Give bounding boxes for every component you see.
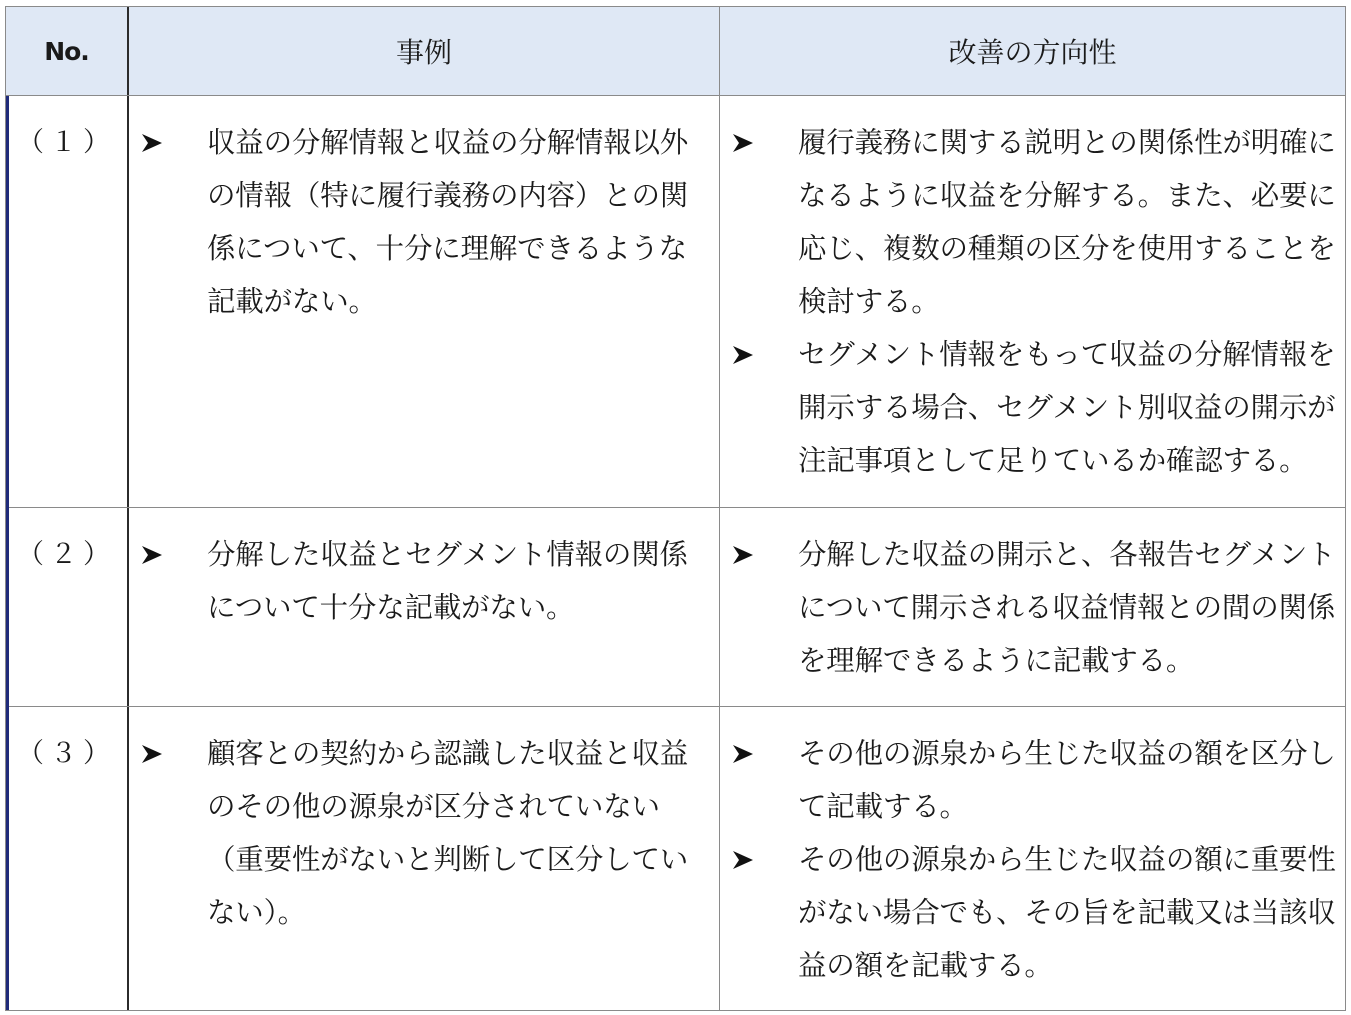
arrowhead-bullet-icon [141, 528, 171, 581]
row-number: （３） [17, 738, 116, 769]
improvement-list [732, 727, 1339, 992]
improvement-cell [719, 707, 1345, 1010]
improvement-item: 履行義務に関する説明との関係性が明確になるように収益を分解する。また、必要に応じ、複数の種類の区分を使用することを検討する。 [732, 116, 1339, 328]
left-accent-bar [6, 96, 9, 1010]
improvement-cell [719, 96, 1345, 507]
example-item: 分解した収益とセグメント情報の関係について十分な記載がない。 [141, 528, 713, 634]
improvement-list [732, 528, 1339, 687]
header-direction: 改善の方向性 [719, 7, 1345, 95]
arrowhead-bullet-icon [141, 727, 171, 780]
row-number: （１） [17, 127, 116, 158]
arrowhead-bullet-icon [732, 833, 762, 886]
arrowhead-bullet-icon [732, 528, 762, 581]
example-list [141, 116, 713, 328]
example-item: 収益の分解情報と収益の分解情報以外の情報（特に履行義務の内容）との関係について、十分に理解できるような記載がない。 [141, 116, 713, 328]
table-row [6, 707, 1345, 1010]
improvement-cell [719, 508, 1345, 706]
improvement-table [5, 6, 1346, 1011]
row-number: （２） [17, 539, 116, 570]
row-number-cell [6, 707, 127, 1010]
improvement-item: その他の源泉から生じた収益の額に重要性がない場合でも、その旨を記載又は当該収益の額を記載する。 [732, 833, 1339, 992]
improvement-item: セグメント情報をもって収益の分解情報を開示する場合、セグメント別収益の開示が注記事項として足りているか確認する。 [732, 328, 1339, 487]
improvement-list [732, 116, 1339, 487]
example-list [141, 727, 713, 939]
example-cell [127, 707, 719, 1010]
arrowhead-bullet-icon [141, 116, 171, 169]
improvement-item: その他の源泉から生じた収益の額を区分して記載する。 [732, 727, 1339, 833]
row-number-cell [6, 508, 127, 706]
example-cell [127, 96, 719, 507]
improvement-item: 分解した収益の開示と、各報告セグメントについて開示される収益情報との間の関係を理解できるように記載する。 [732, 528, 1339, 687]
example-item: 顧客との契約から認識した収益と収益のその他の源泉が区分されていない（重要性がないと判断して区分していない）。 [141, 727, 713, 939]
table-header [6, 7, 1345, 96]
arrowhead-bullet-icon [732, 328, 762, 381]
header-no: No. [44, 36, 89, 66]
table-row [6, 508, 1345, 707]
example-cell [127, 508, 719, 706]
header-example: 事例 [127, 7, 719, 95]
table-row [6, 96, 1345, 508]
arrowhead-bullet-icon [732, 727, 762, 780]
row-number-cell [6, 96, 127, 507]
arrowhead-bullet-icon [732, 116, 762, 169]
example-list [141, 528, 713, 634]
